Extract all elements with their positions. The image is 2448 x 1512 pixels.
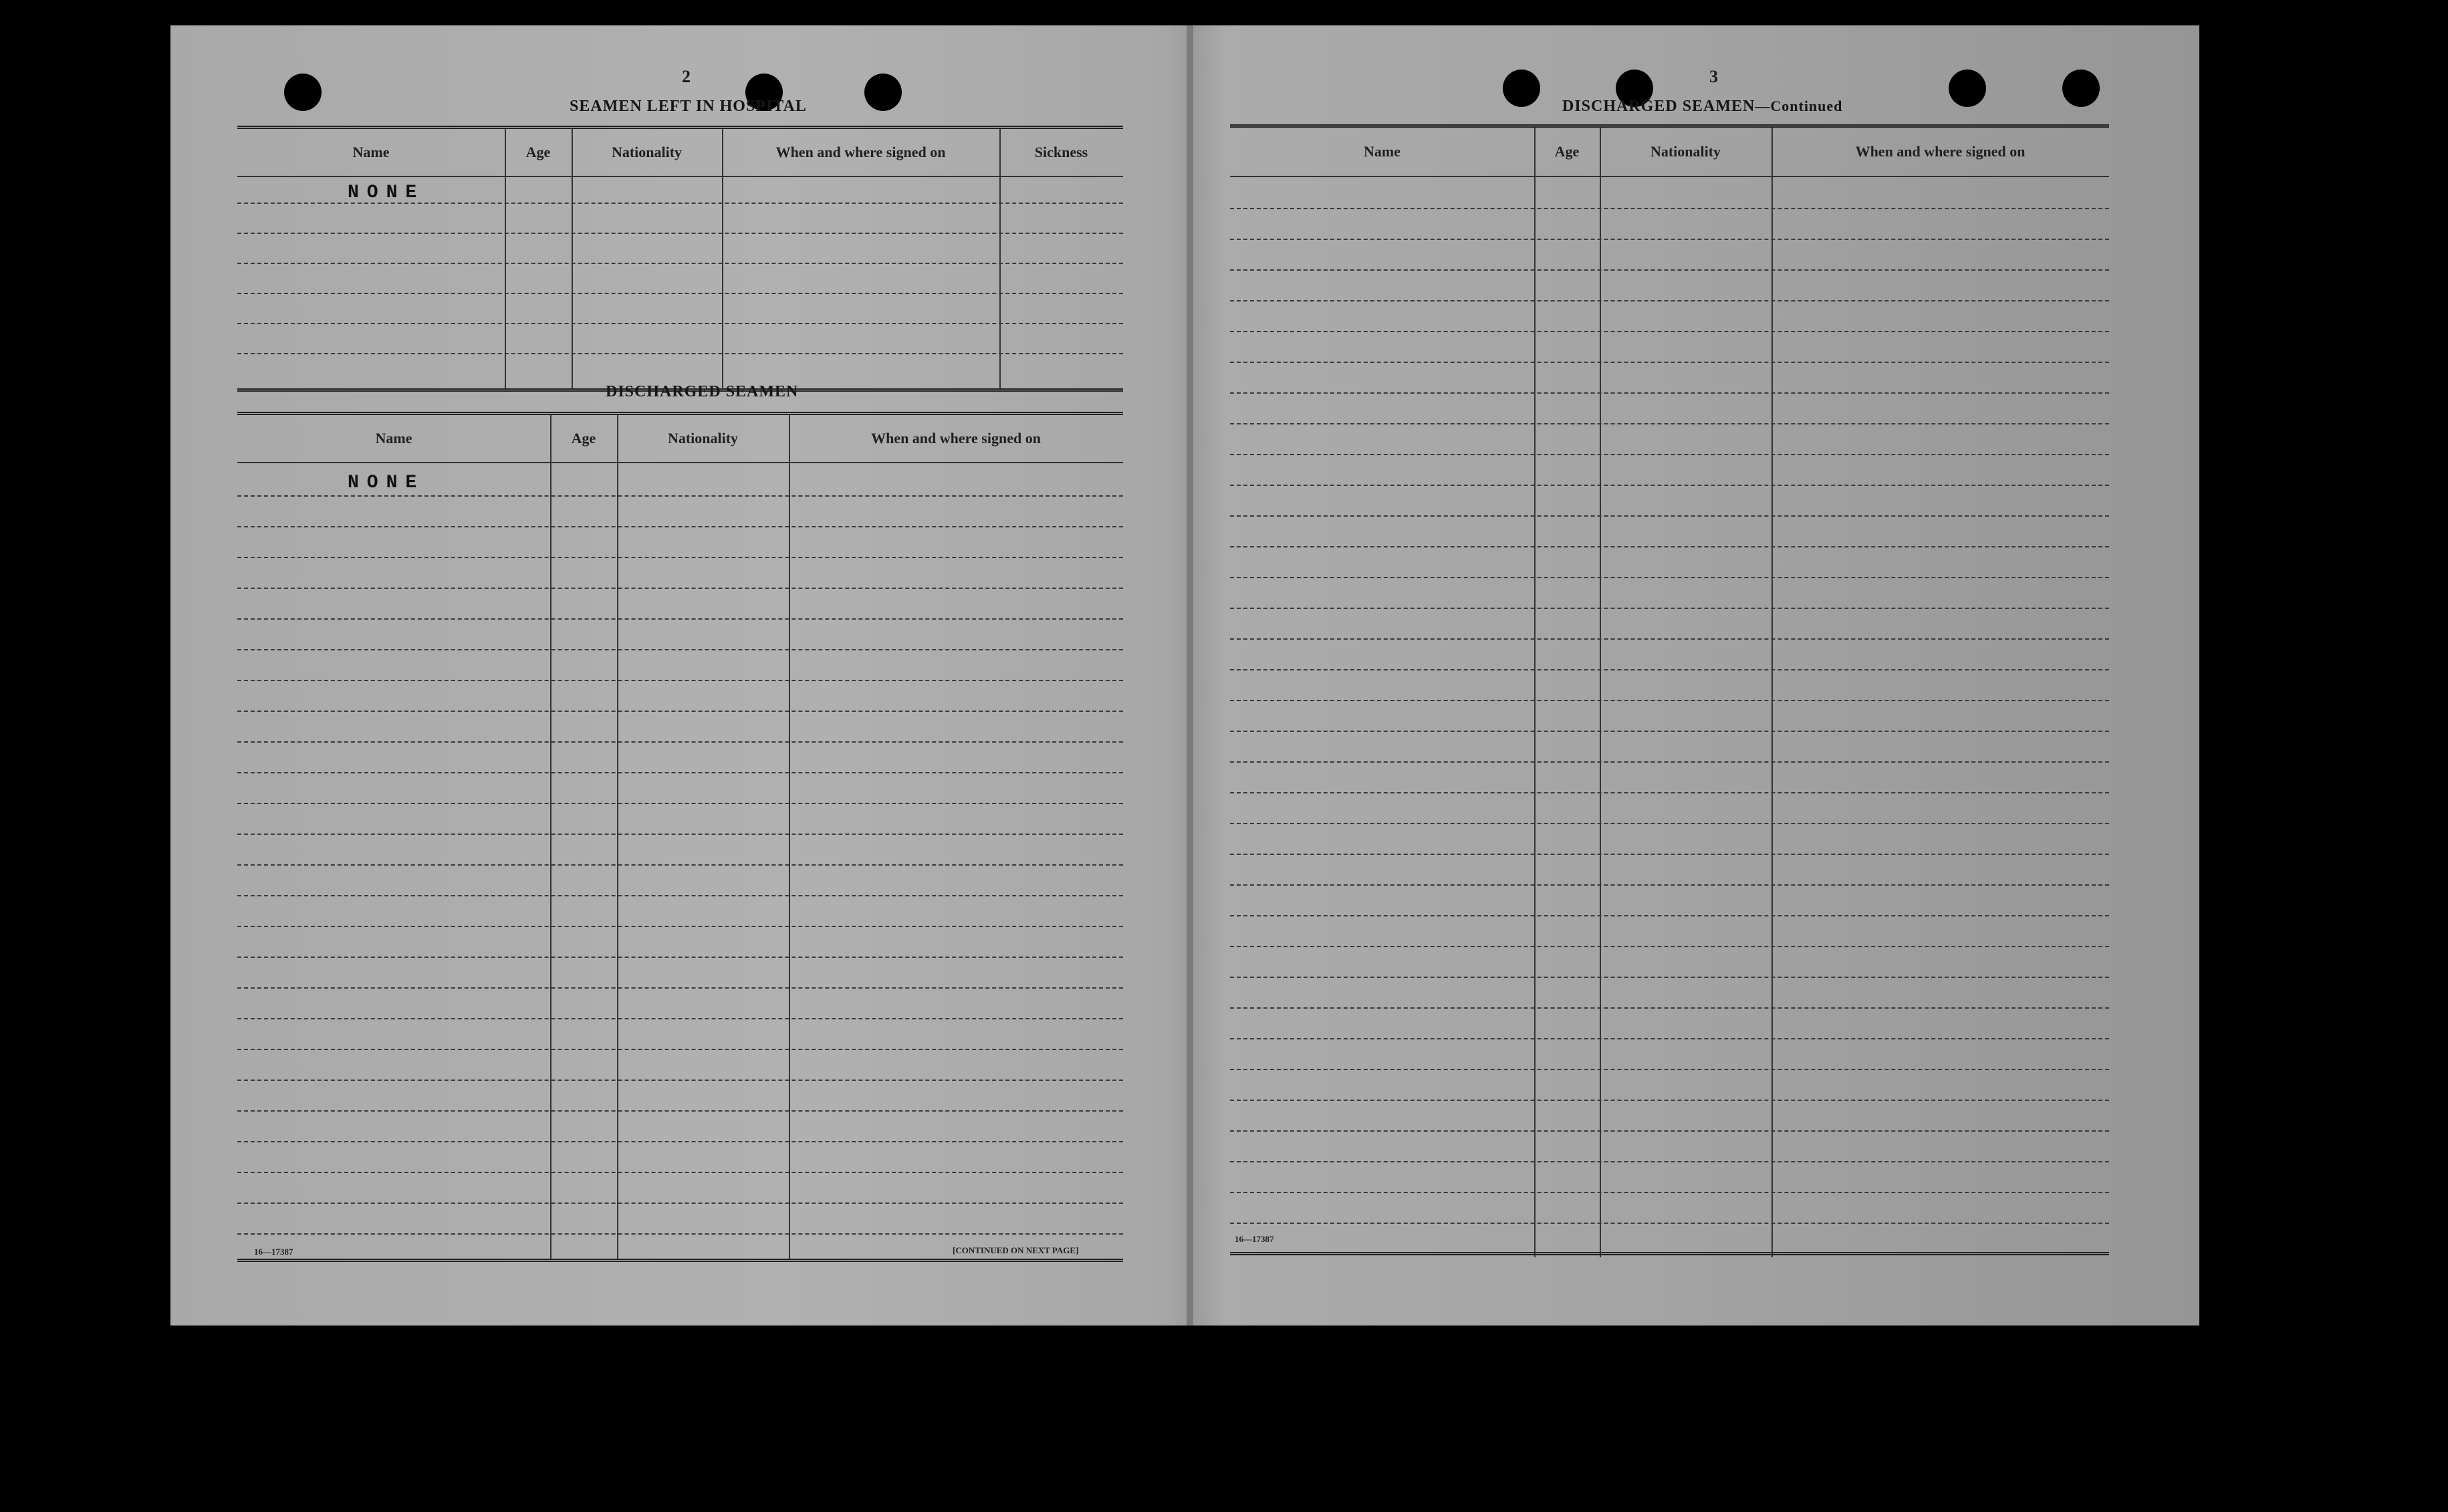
page-number: 3 — [1709, 67, 1718, 86]
title-main: DISCHARGED SEAMEN — [1562, 98, 1755, 115]
ruled-line — [1230, 1161, 2109, 1162]
col-header-nationality: Nationality — [667, 430, 739, 447]
ruled-line — [1230, 915, 2109, 916]
hospital-section-title: SEAMEN LEFT IN HOSPITAL — [570, 98, 807, 115]
ruled-line — [237, 803, 1123, 804]
title-continued: —Continued — [1755, 98, 1843, 114]
ruled-line — [1230, 1038, 2109, 1039]
col-header-age: Age — [1554, 143, 1580, 160]
ruled-line — [1230, 946, 2109, 947]
ruled-line — [1230, 300, 2109, 301]
right-page — [1193, 25, 2199, 1326]
ruled-line — [1230, 485, 2109, 486]
ruled-line — [237, 926, 1123, 927]
ruled-line — [1230, 608, 2109, 609]
ruled-line — [237, 1018, 1123, 1019]
col-header-nationality: Nationality — [1650, 143, 1721, 160]
discharged-continued-title — [1562, 98, 1842, 116]
ruled-line — [237, 741, 1123, 743]
left-page — [170, 25, 1187, 1326]
ruled-line — [237, 1172, 1123, 1173]
ruled-line — [1230, 1192, 2109, 1193]
ruled-line — [237, 1203, 1123, 1204]
ruled-line — [1230, 239, 2109, 240]
ruled-line — [237, 834, 1123, 835]
ruled-line — [1230, 577, 2109, 578]
ruled-line — [1230, 454, 2109, 455]
discharged-entry-none: NONE — [348, 473, 425, 493]
ruled-line — [1230, 1007, 2109, 1009]
ruled-line — [1230, 1130, 2109, 1132]
ruled-line — [237, 495, 1123, 497]
ruled-line — [1230, 977, 2109, 978]
col-header-nationality: Nationality — [611, 144, 683, 160]
ruled-line — [237, 1233, 1123, 1235]
ruled-line — [237, 1080, 1123, 1081]
ruled-line — [1230, 331, 2109, 332]
discharged-section-title: DISCHARGED SEAMEN — [606, 383, 799, 400]
col-header-name: Name — [375, 430, 412, 447]
ruled-line — [1230, 884, 2109, 886]
ruled-line — [1230, 792, 2109, 793]
ruled-line — [1230, 731, 2109, 732]
ruled-line — [1230, 269, 2109, 271]
ruled-line — [237, 680, 1123, 681]
ruled-line — [1230, 1223, 2109, 1224]
ruled-line — [237, 711, 1123, 712]
ruled-line — [1230, 392, 2109, 394]
col-header-signed-on: When and where signed on — [775, 144, 946, 160]
ruled-line — [1230, 208, 2109, 209]
hospital-entry-none: NONE — [348, 182, 425, 203]
discharged-continued-table — [1230, 124, 2109, 1257]
ruled-line — [1230, 700, 2109, 701]
ruled-line — [237, 1141, 1123, 1142]
ruled-line — [1230, 362, 2109, 363]
col-header-name: Name — [1364, 143, 1400, 160]
form-number: 16—17387 — [1235, 1234, 1274, 1244]
ruled-line — [237, 864, 1123, 866]
ruled-line — [237, 526, 1123, 527]
ruled-line — [1230, 638, 2109, 640]
ruled-line — [237, 588, 1123, 589]
ruled-line — [237, 649, 1123, 650]
ruled-line — [1230, 761, 2109, 763]
hospital-table — [237, 126, 1123, 395]
ruled-line — [237, 895, 1123, 896]
continued-note: [CONTINUED ON NEXT PAGE] — [953, 1245, 1079, 1255]
ruled-line — [1230, 515, 2109, 517]
col-header-name: Name — [352, 144, 390, 160]
ruled-line — [237, 557, 1123, 558]
ruled-line — [1230, 1100, 2109, 1101]
ruled-line — [237, 618, 1123, 620]
ruled-line — [237, 1110, 1123, 1112]
col-header-age: Age — [571, 430, 596, 447]
ruled-line — [237, 957, 1123, 958]
ruled-line — [1230, 823, 2109, 824]
ruled-line — [1230, 1069, 2109, 1070]
ruled-line — [1230, 546, 2109, 547]
ruled-line — [1230, 854, 2109, 855]
ruled-line — [1230, 669, 2109, 670]
col-header-signed-on: When and where signed on — [1855, 143, 2026, 160]
document-sheet — [170, 25, 2199, 1326]
form-number: 16—17387 — [254, 1247, 293, 1257]
ruled-line — [237, 1049, 1123, 1050]
page-fold — [1187, 25, 1193, 1326]
ruled-line — [237, 987, 1123, 989]
col-header-sickness: Sickness — [1034, 144, 1088, 160]
col-header-signed-on: When and where signed on — [871, 430, 1041, 447]
page-number: 2 — [682, 67, 691, 86]
ruled-line — [237, 772, 1123, 773]
col-header-age: Age — [525, 144, 551, 160]
discharged-table — [237, 412, 1123, 1264]
ruled-line — [1230, 423, 2109, 424]
